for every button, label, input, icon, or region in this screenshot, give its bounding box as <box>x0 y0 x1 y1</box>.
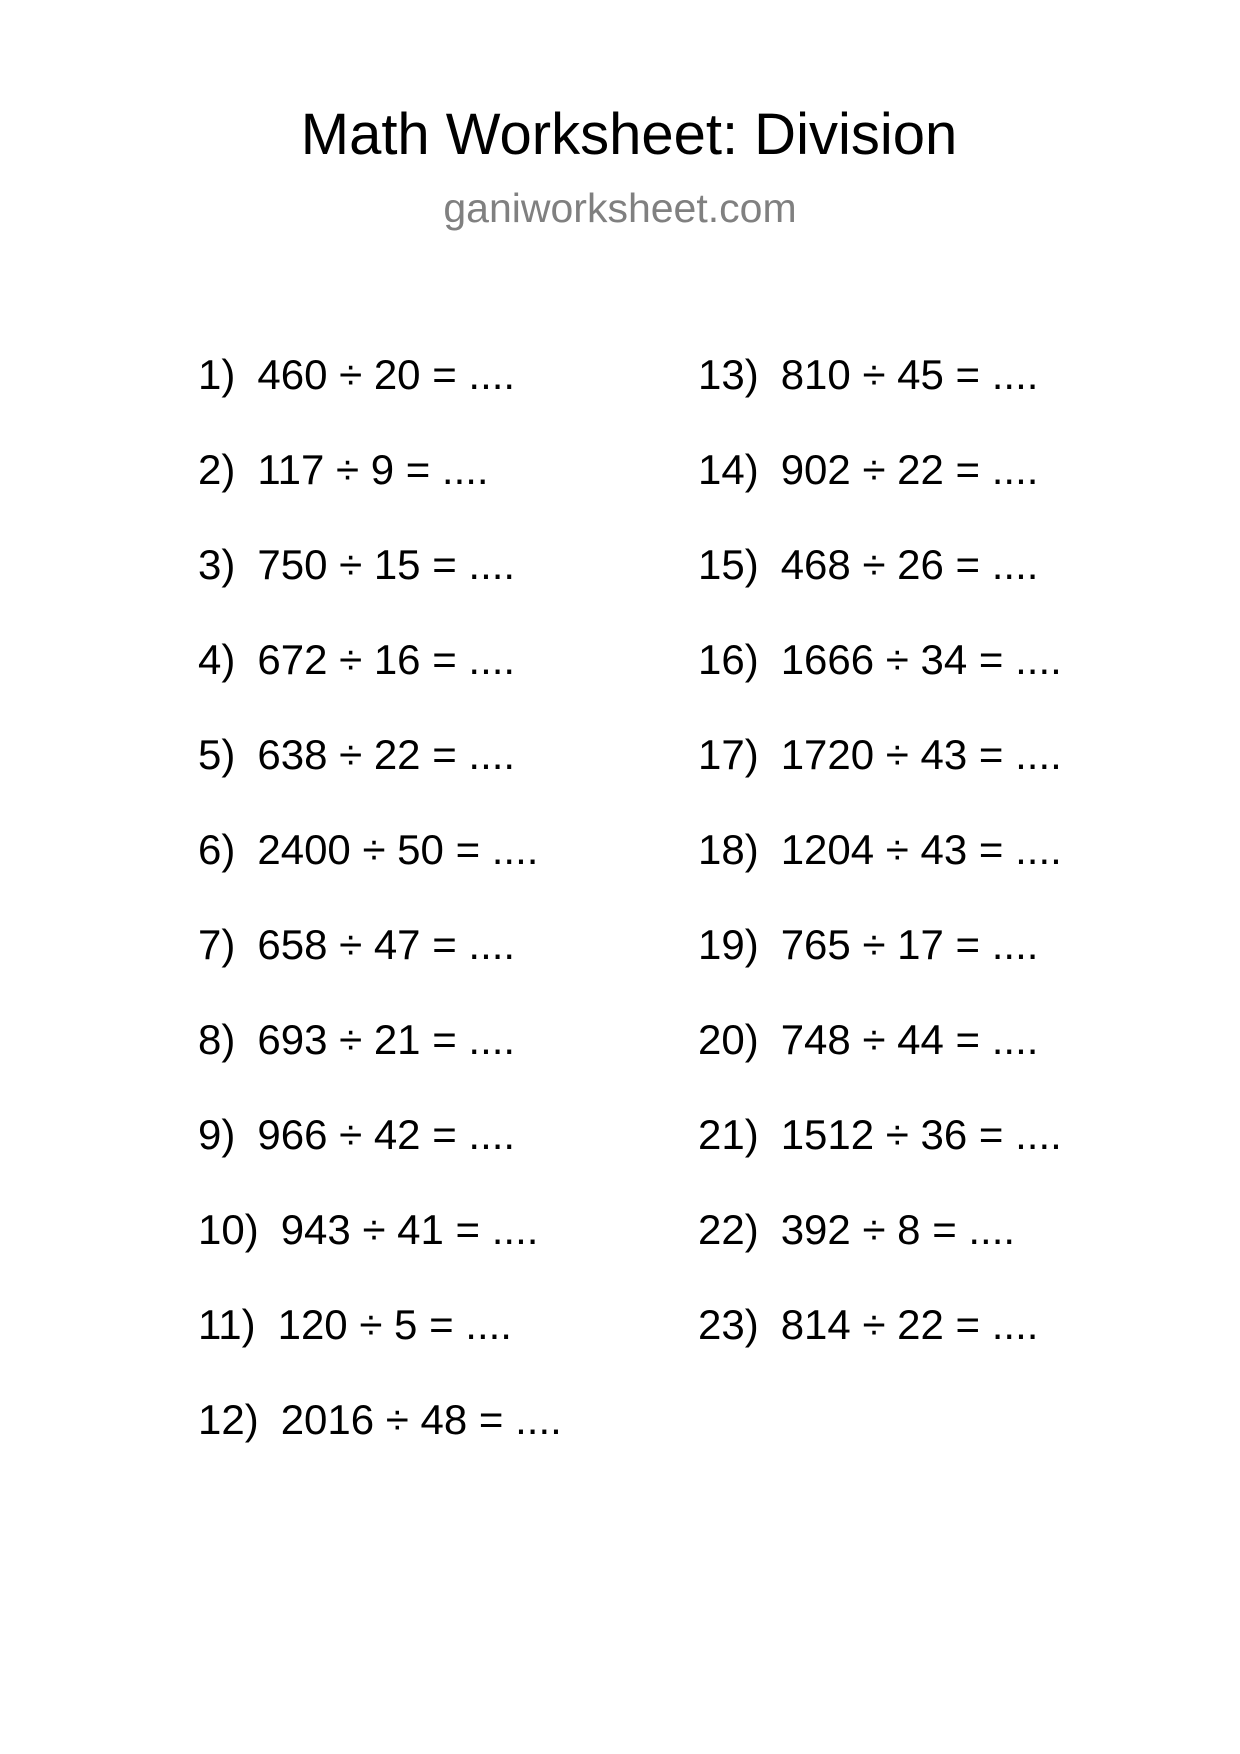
problem-item <box>198 1105 562 1200</box>
problem-column-left <box>198 345 562 1485</box>
problem-column-right <box>698 345 1062 1390</box>
problem-number: 1) <box>198 351 236 398</box>
problem-item <box>198 1390 562 1485</box>
problem-number: 5) <box>198 731 236 778</box>
problem-expression: 814 ÷ 22 = .... <box>780 1301 1039 1348</box>
problem-expression: 2016 ÷ 48 = .... <box>280 1396 562 1443</box>
problem-expression: 672 ÷ 16 = .... <box>257 636 516 683</box>
problem-number: 20) <box>698 1016 759 1063</box>
problem-number: 16) <box>698 636 759 683</box>
problem-number: 11) <box>198 1301 256 1348</box>
problem-expression: 638 ÷ 22 = .... <box>257 731 516 778</box>
problem-expression: 1512 ÷ 36 = .... <box>780 1111 1062 1158</box>
problem-item <box>698 345 1062 440</box>
problem-number: 10) <box>198 1206 259 1253</box>
problem-number: 14) <box>698 446 759 493</box>
problem-number: 17) <box>698 731 759 778</box>
problem-number: 13) <box>698 351 759 398</box>
problem-expression: 902 ÷ 22 = .... <box>780 446 1039 493</box>
problem-item <box>198 345 562 440</box>
problem-number: 22) <box>698 1206 759 1253</box>
problem-number: 3) <box>198 541 236 588</box>
problem-expression: 748 ÷ 44 = .... <box>780 1016 1039 1063</box>
problem-expression: 693 ÷ 21 = .... <box>257 1016 516 1063</box>
problem-number: 4) <box>198 636 236 683</box>
problem-expression: 765 ÷ 17 = .... <box>780 921 1039 968</box>
problem-item <box>698 1010 1062 1105</box>
problem-item <box>698 630 1062 725</box>
problem-number: 9) <box>198 1111 236 1158</box>
problem-item <box>198 440 562 535</box>
problem-expression: 468 ÷ 26 = .... <box>780 541 1039 588</box>
problem-number: 18) <box>698 826 759 873</box>
problem-expression: 966 ÷ 42 = .... <box>257 1111 516 1158</box>
problem-item <box>198 1295 562 1390</box>
problem-item <box>198 820 562 915</box>
problem-item <box>198 630 562 725</box>
problem-item <box>198 1200 562 1295</box>
problem-item <box>198 1010 562 1105</box>
problem-expression: 120 ÷ 5 = .... <box>277 1301 512 1348</box>
problem-expression: 1666 ÷ 34 = .... <box>780 636 1062 683</box>
problem-item <box>698 1105 1062 1200</box>
problem-expression: 1204 ÷ 43 = .... <box>780 826 1062 873</box>
problem-expression: 392 ÷ 8 = .... <box>780 1206 1016 1253</box>
problem-number: 6) <box>198 826 236 873</box>
problem-number: 21) <box>698 1111 759 1158</box>
problem-item <box>198 915 562 1010</box>
problem-item <box>698 1200 1062 1295</box>
problem-item <box>198 725 562 820</box>
problem-item <box>698 820 1062 915</box>
problem-number: 2) <box>198 446 236 493</box>
problem-expression: 460 ÷ 20 = .... <box>257 351 516 398</box>
problem-item <box>698 1295 1062 1390</box>
problem-expression: 943 ÷ 41 = .... <box>280 1206 539 1253</box>
problem-expression: 658 ÷ 47 = .... <box>257 921 516 968</box>
problem-expression: 117 ÷ 9 = .... <box>257 446 489 493</box>
problem-expression: 2400 ÷ 50 = .... <box>257 826 539 873</box>
problem-number: 15) <box>698 541 759 588</box>
problem-item <box>698 535 1062 630</box>
problem-number: 12) <box>198 1396 259 1443</box>
problem-number: 7) <box>198 921 236 968</box>
problem-item <box>698 915 1062 1010</box>
problem-item <box>698 725 1062 820</box>
problem-item <box>198 535 562 630</box>
page-title: Math Worksheet: Division <box>300 102 958 167</box>
problem-expression: 1720 ÷ 43 = .... <box>780 731 1062 778</box>
problem-number: 8) <box>198 1016 236 1063</box>
source-site: ganiworksheet.com <box>443 185 797 231</box>
problem-number: 19) <box>698 921 759 968</box>
problem-item <box>698 440 1062 535</box>
problem-expression: 810 ÷ 45 = .... <box>780 351 1039 398</box>
problem-number: 23) <box>698 1301 759 1348</box>
problem-expression: 750 ÷ 15 = .... <box>257 541 516 588</box>
